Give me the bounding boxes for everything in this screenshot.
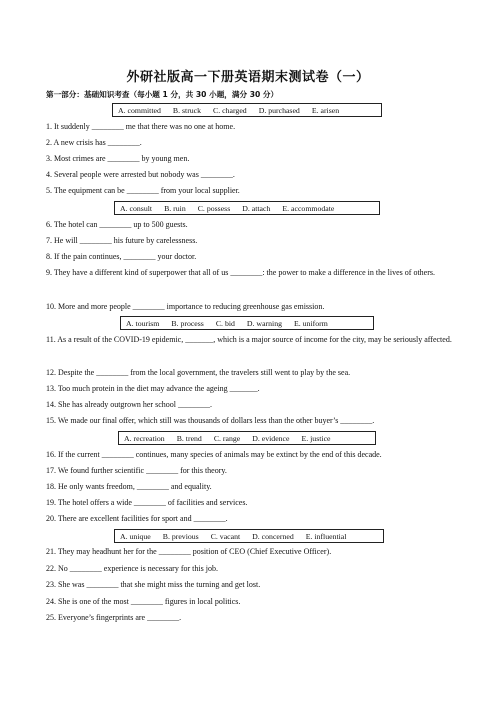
question-3: 3. Most crimes are ________ by young men. (46, 154, 190, 163)
question-11: 11. As a result of the COVID-19 epidemic, _______, which is a major source of income for the city, may be seriously affected. (46, 335, 452, 344)
option-item: A. consult (120, 203, 153, 213)
option-item: C. range (213, 433, 241, 443)
question-23: 23. She was ________ that she might miss the turning and get lost. (46, 580, 261, 589)
option-item: D. evidence (252, 433, 290, 443)
option-item: D. concerned (252, 531, 294, 541)
option-item: B. previous (162, 531, 199, 541)
question-1: 1. It suddenly ________ me that there was no one at home. (46, 122, 236, 131)
question-18: 18. He only wants freedom, ________ and equality. (46, 482, 212, 491)
question-22: 22. No ________ experience is necessary for this job. (46, 564, 218, 573)
question-21: 21. They may headhunt her for the ________ position of CEO (Chief Executive Officer). (46, 547, 332, 556)
option-item: C. bid (215, 318, 235, 328)
option-box-5 (114, 529, 384, 543)
question-12: 12. Despite the ________ from the local government, the travelers still went to play by the sea. (46, 368, 351, 377)
option-item: D. attach (242, 203, 271, 213)
option-item: B. ruin (164, 203, 186, 213)
option-item: E. justice (301, 433, 331, 443)
option-item: C. charged (213, 105, 247, 115)
option-item: B. process (171, 318, 204, 328)
question-4: 4. Several people were arrested but nobody was ________. (46, 170, 235, 179)
option-item: E. influential (305, 531, 347, 541)
question-8: 8. If the pain continues, ________ your doctor. (46, 252, 197, 261)
question-16: 16. If the current ________ continues, many species of animals may be extinct by the end of this decade. (46, 450, 382, 459)
option-item: B. struck (172, 105, 202, 115)
question-6: 6. The hotel can ________ up to 500 guests. (46, 220, 188, 229)
option-item: D. purchased (258, 105, 300, 115)
page-title: 外研社版高一下册英语期末测试卷（一） (126, 70, 370, 85)
question-19: 19. The hotel offers a wide ________ of facilities and services. (46, 498, 248, 507)
option-item: A. recreation (124, 433, 165, 443)
question-14: 14. She has already outgrown her school ________. (46, 400, 212, 409)
question-20: 20. There are excellent facilities for sport and ________. (46, 514, 228, 523)
question-5: 5. The equipment can be ________ from your local supplier. (46, 186, 240, 195)
question-17: 17. We found further scientific ________ for this theory. (46, 466, 227, 475)
section-header: 第一部分：基础知识考查（每小题 1 分，共 30 小题，满分 30 分） (46, 90, 279, 99)
option-item: C. possess (197, 203, 231, 213)
question-13: 13. Too much protein in the diet may advance the ageing _______. (46, 384, 260, 393)
option-box-3 (120, 316, 374, 330)
option-item: B. trend (176, 433, 202, 443)
option-item: A. tourism (126, 318, 160, 328)
option-box-4 (118, 431, 376, 445)
option-item: D. warning (246, 318, 282, 328)
question-25: 25. Everyone’s fingerprints are ________. (46, 613, 182, 622)
question-9: 9. They have a different kind of superpower that all of us ________: the power to make a difference in the lives of others. (46, 268, 435, 277)
option-item: E. arisen (311, 105, 340, 115)
question-10: 10. More and more people ________ importance to reducing greenhouse gas emission. (46, 302, 325, 311)
option-item: A. committed (118, 105, 161, 115)
question-24: 24. She is one of the most ________ figures in local politics. (46, 597, 241, 606)
question-7: 7. He will ________ his future by carelessness. (46, 236, 198, 245)
option-item: C. vacant (210, 531, 241, 541)
option-item: A. unique (120, 531, 151, 541)
option-item: E. accommodate (282, 203, 335, 213)
question-2: 2. A new crisis has ________. (46, 138, 142, 147)
option-box-2 (114, 201, 380, 215)
option-box-1 (112, 103, 382, 117)
option-item: E. uniform (294, 318, 328, 328)
question-15: 15. We made our final offer, which still was thousands of dollars less than the other buyer’s ________. (46, 416, 375, 425)
